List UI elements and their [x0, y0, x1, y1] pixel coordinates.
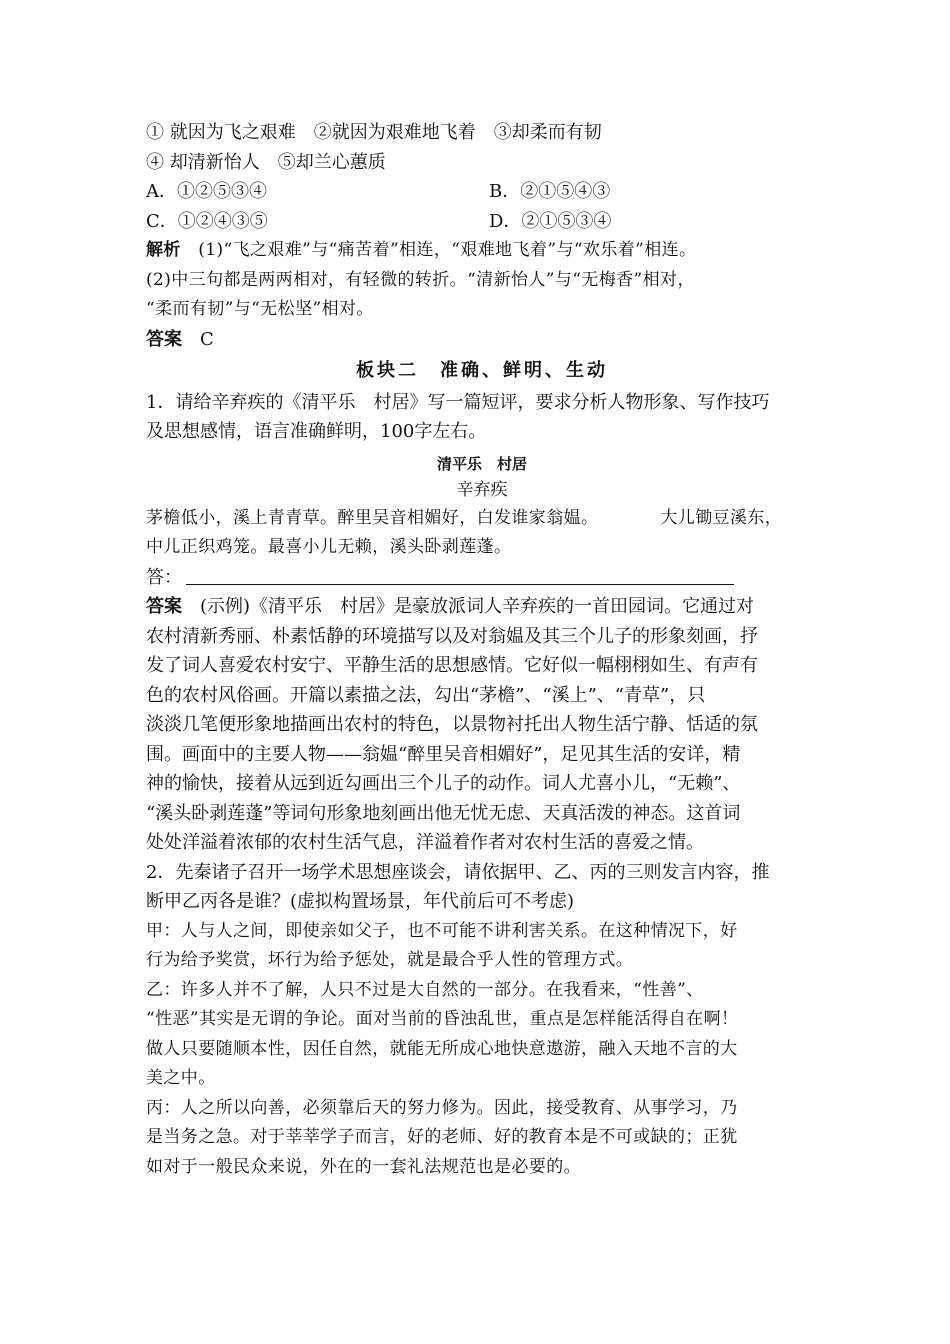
- analysis-label: 解析: [146, 240, 181, 260]
- yi-line-2: 做人只要随顺本性，因任自然，就能无所成心地快意遨游，融入天地不言的大: [146, 1038, 738, 1059]
- q2-text-1: 2．先秦诸子召开一场学术思想座谈会，请依据甲、乙、丙的三则发言内容，推: [146, 861, 770, 883]
- q1-text-2: 及思想感情，语言准确鲜明，100字左右。: [146, 421, 487, 442]
- q1-answer-line-6: 神的愉快，接着从远到近勾画出三个儿子的动作。词人尤喜小儿，“无赖”、: [146, 773, 741, 794]
- analysis-line-3: “柔而有韧”与“无松坚”相对。: [146, 299, 374, 319]
- poem-author: 辛弃疾: [456, 479, 508, 500]
- bing-line-2: 如对于一般民众来说，外在的一套礼法规范也是必要的。: [146, 1156, 581, 1177]
- yi-line-3: 美之中。: [146, 1068, 216, 1088]
- choice-row-1: [146, 177, 818, 207]
- q1-answer-line-1: 农村清新秀丽、朴素恬静的环境描写以及对翁媪及其三个儿子的形象刻画，抒: [146, 625, 758, 647]
- options-line-2: ④ 却清新怡人 ⑤却兰心蕙质: [146, 151, 386, 173]
- q1-answer-line-2: 发了词人喜爱农村安宁、平静生活的思想感情。它好似一幅栩栩如生、有声有: [146, 655, 758, 676]
- yi-line-0: 乙：许多人并不了解，人只不过是大自然的一部分。在我看来，“性善”、: [146, 979, 704, 1000]
- answer-prompt: 答：: [146, 566, 182, 588]
- q1-answer-line-5: 围。画面中的主要人物——翁媪“醉里吴音相媚好”，足见其生活的安详，精: [146, 743, 741, 765]
- poem-line-1: [146, 504, 818, 534]
- q1-answer-text-0: (示例)《清平乐 村居》是豪放派词人辛弃疾的一首田园词。它通过对: [182, 596, 755, 617]
- bing-line-1: 是当务之急。对于莘莘学子而言，好的老师、好的教育本是不可或缺的；正犹: [146, 1127, 738, 1147]
- analysis-line-1: [146, 236, 818, 266]
- choice-a: A．①②⑤③④: [146, 181, 267, 202]
- q1-answer-line-0: [146, 592, 818, 622]
- poem-line-2: 中儿正织鸡笼。最喜小儿无赖，溪头卧剥莲蓬。: [146, 537, 512, 557]
- answer-line: [146, 325, 818, 355]
- choice-c: C．①②④③⑤: [146, 210, 268, 232]
- q1-answer-label: 答案: [146, 596, 182, 617]
- jia-line-0: 甲：人与人之间，即使亲如父子，也不可能不讲利害关系。在这种情况下，好: [146, 920, 738, 941]
- poem-title: 清平乐 村居: [436, 454, 527, 473]
- jia-line-1: 行为给予奖赏，坏行为给予惩处，就是最合乎人性的管理方式。: [146, 950, 634, 970]
- q1-answer-line-8: 处处洋溢着浓郁的农村生活气息，洋溢着作者对农村生活的喜爱之情。: [146, 832, 704, 853]
- choice-d: D．②①⑤③④: [489, 210, 612, 232]
- analysis-text-1: (1)“飞之艰难”与“痛苦着”相连，“艰难地飞着”与“欢乐着”相连。: [180, 240, 697, 260]
- poem-line-1b: 大儿锄豆溪东，: [660, 507, 783, 528]
- q1-answer-line-4: 淡淡几笔便形象地描画出农村的特色，以景物衬托出人物生活宁静、恬适的氛: [146, 714, 758, 735]
- document-page: [146, 118, 818, 1182]
- choice-b: B．②①⑤④③: [489, 181, 611, 202]
- answer-label: 答案: [146, 328, 182, 350]
- answer-prompt-line: [146, 563, 818, 593]
- answer-blank[interactable]: [186, 566, 734, 585]
- choice-row-2: [146, 207, 818, 237]
- bing-line-0: 丙：人之所以向善，必须靠后天的努力修为。因此，接受教育、从事学习，乃: [146, 1097, 738, 1118]
- analysis-line-2: (2)中三句都是两两相对，有轻微的转折。“清新怡人”与“无梅香”相对，: [146, 269, 695, 290]
- section-title: 板块二 准确、鲜明、生动: [356, 360, 608, 381]
- q1-text-1: 1．请给辛弃疾的《清平乐 村居》写一篇短评，要求分析人物形象、写作技巧: [146, 391, 770, 413]
- answer-value: C: [182, 328, 214, 350]
- poem-line-1a: 茅檐低小，溪上青青草。醉里吴音相媚好，白发谁家翁媪。: [146, 507, 599, 528]
- options-line-1: ① 就因为飞之艰难 ②就因为艰难地飞着 ③却柔而有韧: [146, 122, 602, 143]
- q2-text-2: 断甲乙丙各是谁？(虚拟构置场景，年代前后可不考虑): [146, 891, 575, 912]
- yi-line-1: “性恶”其实是无谓的争论。面对当前的昏浊乱世，重点是怎样能活得自在啊！: [146, 1009, 739, 1029]
- q1-answer-line-7: “溪头卧剥莲蓬”等词句形象地刻画出他无忧无虑、天真活泼的神态。这首词: [146, 802, 741, 824]
- q1-answer-line-3: 色的农村风俗画。开篇以素描之法，勾出“茅檐”、“溪上”、“青草”，只: [146, 684, 706, 706]
